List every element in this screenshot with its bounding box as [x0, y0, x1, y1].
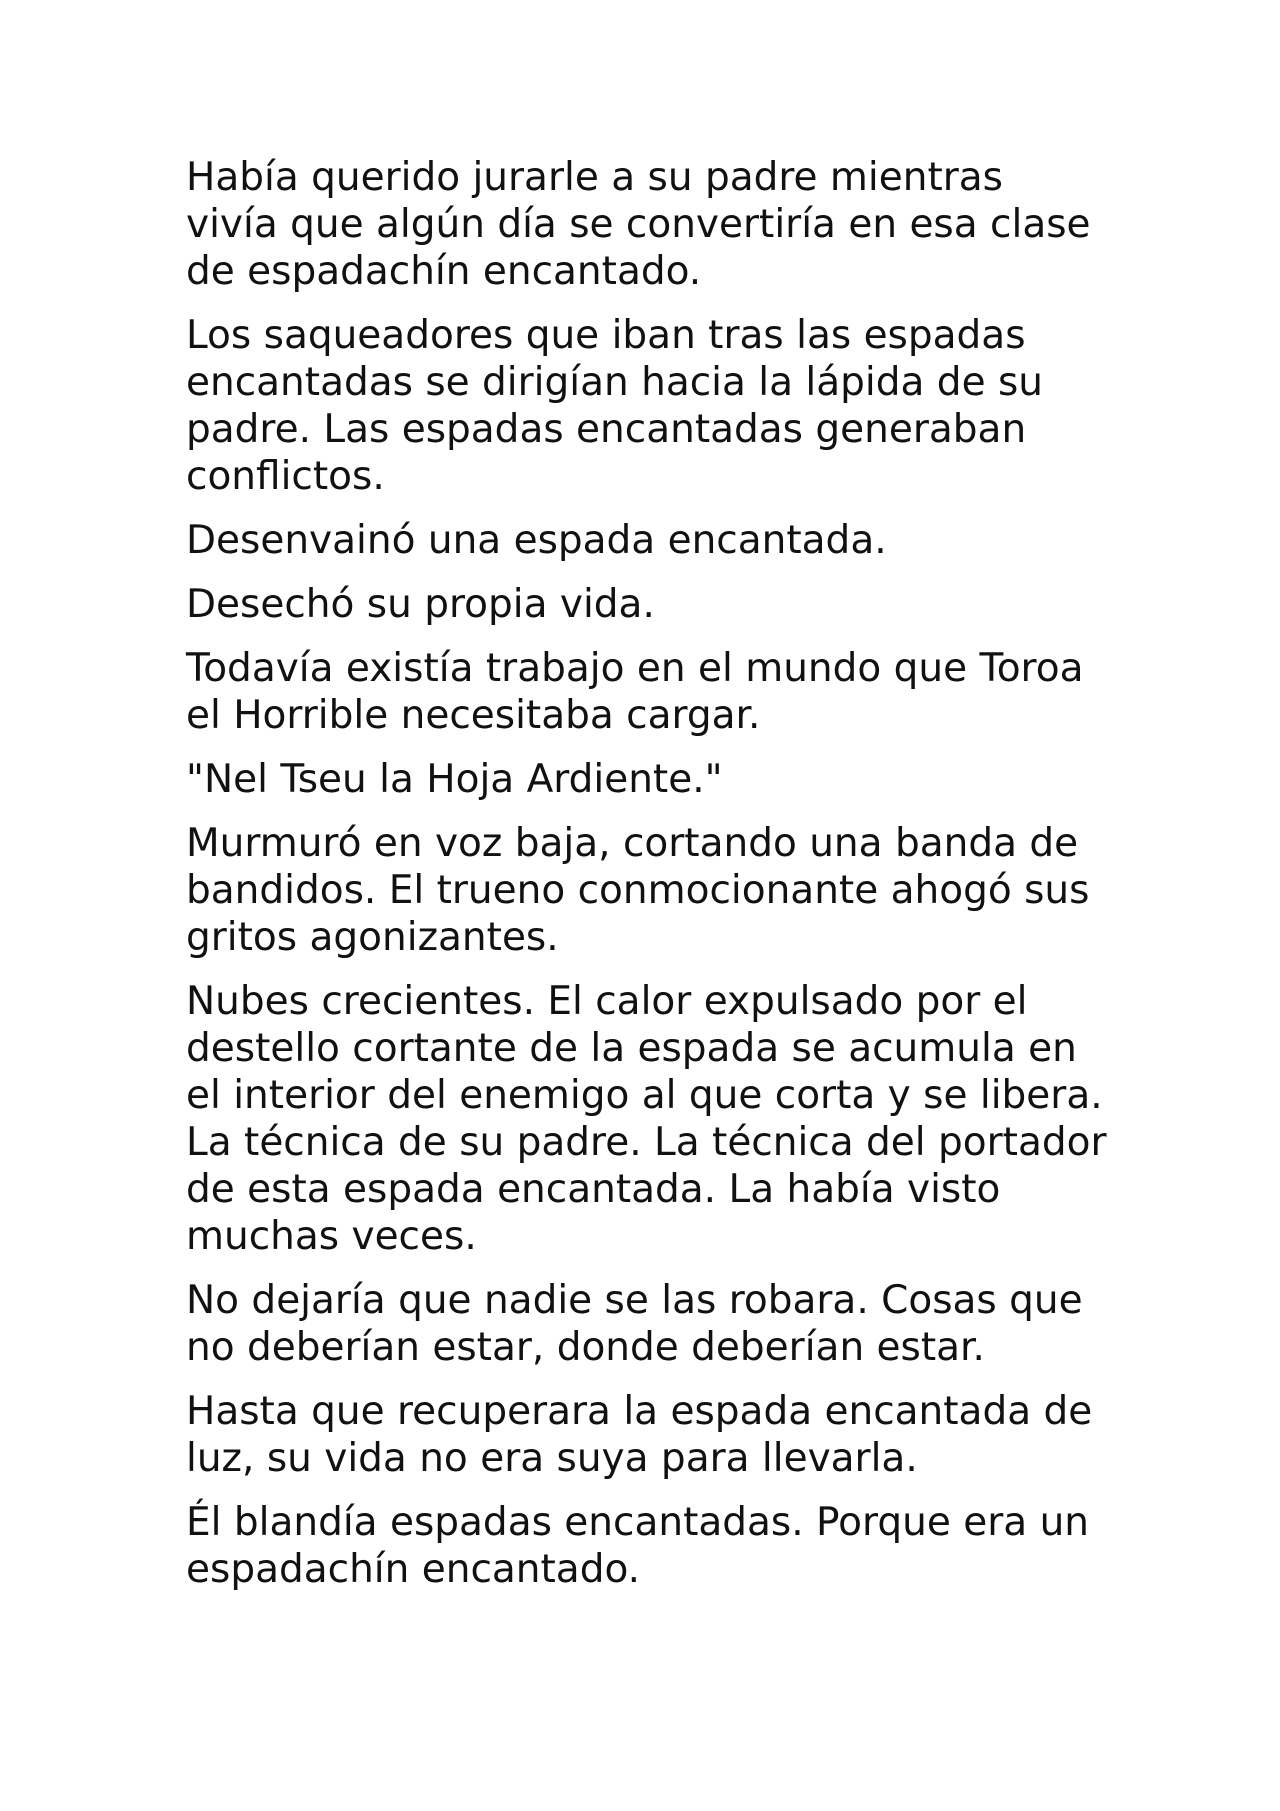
paragraph: Había querido jurarle a su padre mientras vivía que algún día se convertiría en esa clase de espadachín encantado. — [186, 155, 1091, 294]
paragraph: Nubes crecientes. El calor expulsado por el destello cortante de la espada se acumula en el interior del enemigo al que corta y se libera. La técnica de su padre. La técnica del portador de esta espada encantada. La había visto muchas veces. — [186, 979, 1107, 1259]
paragraph: No dejaría que nadie se las robara. Cosas que no deberían estar, donde deberían estar. — [186, 1278, 1083, 1370]
paragraph: Los saqueadores que iban tras las espadas encantadas se dirigían hacia la lápida de su padre. Las espadas encantadas generaban conflictos. — [186, 313, 1043, 499]
paragraph: Hasta que recuperara la espada encantada de luz, su vida no era suya para llevarla. — [186, 1389, 1093, 1481]
paragraph: "Nel Tseu la Hoja Ardiente." — [186, 757, 723, 802]
paragraph: Murmuró en voz baja, cortando una banda de bandidos. El trueno conmocionante ahogó sus gritos agonizantes. — [186, 821, 1090, 960]
paragraph: Él blandía espadas encantadas. Porque era un espadachín encantado. — [186, 1500, 1089, 1592]
paragraph: Desechó su propia vida. — [186, 582, 655, 627]
text-column — [186, 154, 1146, 1610]
paragraph: Todavía existía trabajo en el mundo que Toroa el Horrible necesitaba cargar. — [186, 646, 1084, 738]
paragraph: Desenvainó una espada encantada. — [186, 518, 887, 563]
